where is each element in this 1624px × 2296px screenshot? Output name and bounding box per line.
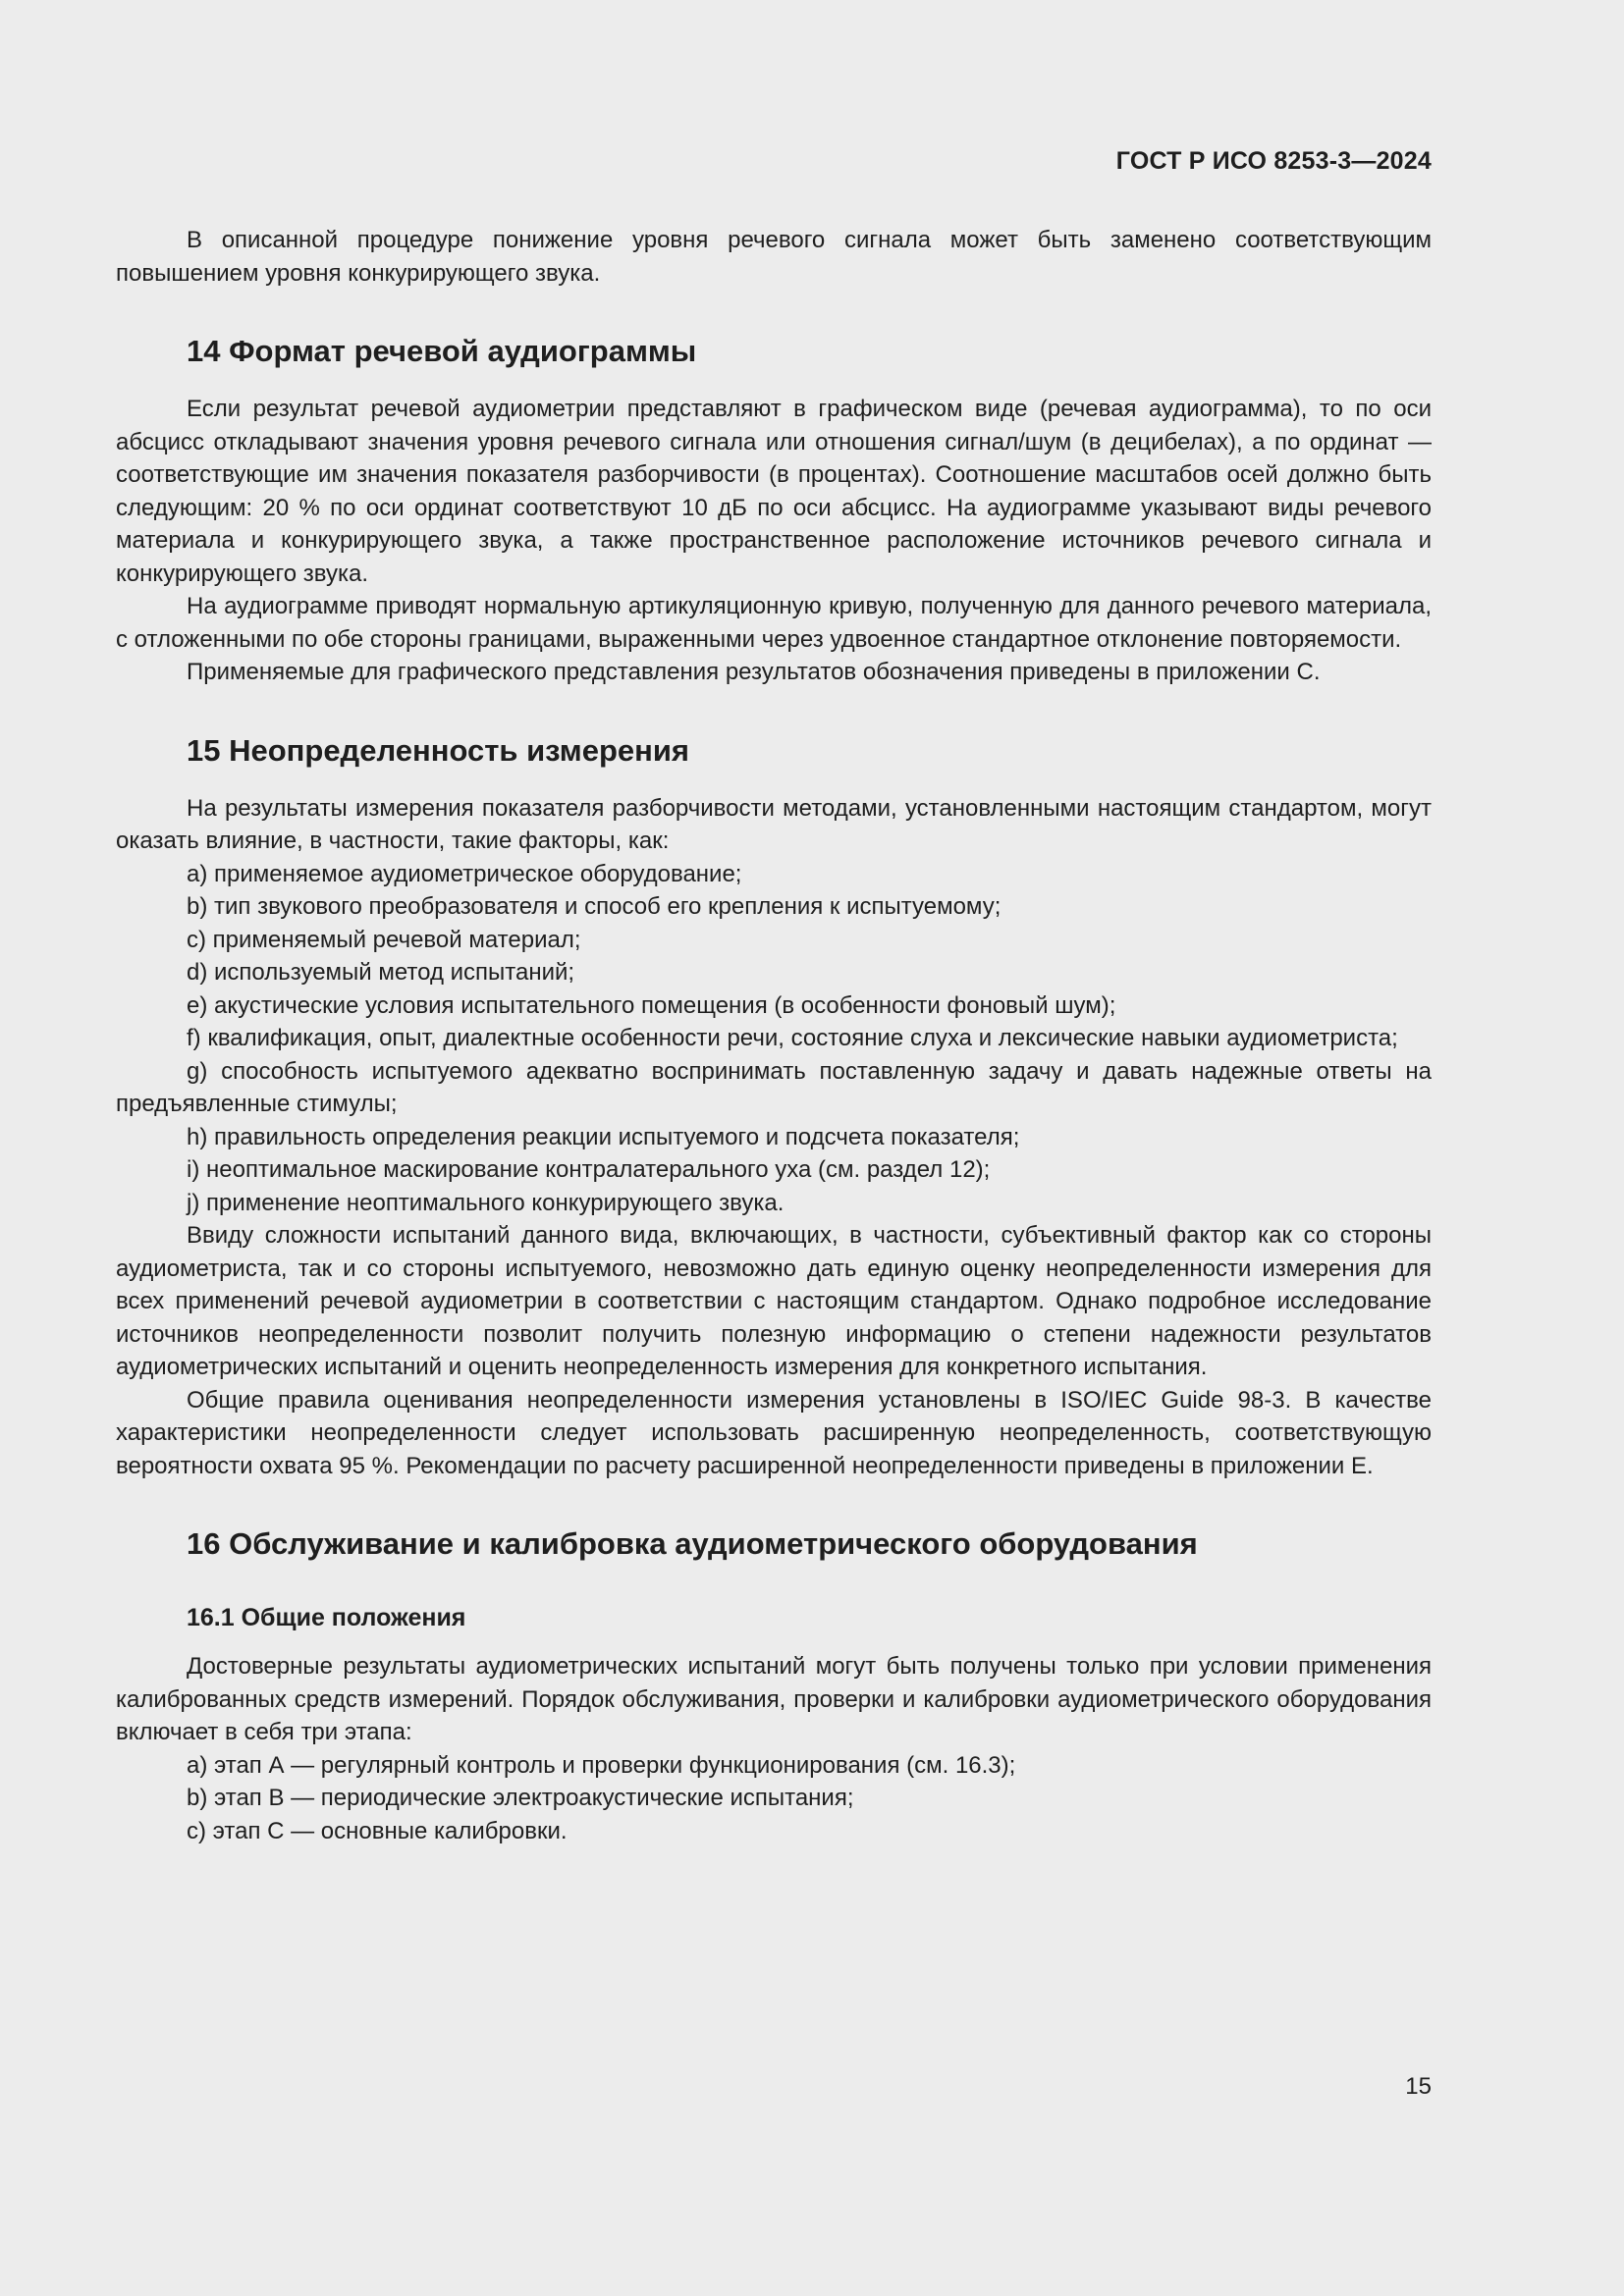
section-16-list-item-c: c) этап С — основные калибровки. [187,1817,568,1844]
page-number: 15 [1405,2073,1432,2100]
section-14-paragraph-1: Если результат речевой аудиометрии представляют в графическом виде (речевая аудиограмма), то по оси абсцисс откладывают значения уровня речевого сигнала или отношения сигнал/шум (в децибелах), а по ординат — соответствующие им значения показателя разборчивости (в процентах). Соотношение масштабов осей должно быть следующим: 20 % по оси ординат соответствуют 10 дБ по оси абсцисс. На аудиограмме указывают виды речевого материала и конкурирующего звука, а также пространственное расположение источников речевого сигнала и конкурирующего звука. [116,396,1432,587]
section-16-list-item-b: b) этап В — периодические электроакустические испытания; [187,1785,854,1811]
section-15-list-item-j: j) применение неоптимального конкурирующего звука. [187,1189,785,1216]
section-14-paragraph-2: На аудиограмме приводят нормальную артикуляционную кривую, полученную для данного речевого материала, с отложенными по обе стороны границами, выраженными через удвоенное стандартное отклонение повторяемости. [116,593,1432,653]
document-page [116,0,1432,2296]
section-15-list-item-h: h) правильность определения реакции испытуемого и подсчета показателя; [187,1123,1020,1150]
subsection-16-1-title: 16.1 Общие положения [187,1604,466,1631]
section-14-paragraph-3: Применяемые для графического представления результатов обозначения приведены в приложении С. [187,659,1321,685]
section-15-paragraph-3: Общие правила оценивания неопределенности измерения установлены в ISO/IEC Guide 98-3. В качестве характеристики неопределенности следует использовать расширенную неопределенность, соответствующую вероятности охвата 95 %. Рекомендации по расчету расширенной неопределенности приведены в приложении Е. [116,1386,1432,1479]
section-15-list-item-a: a) применяемое аудиометрическое оборудование; [187,860,742,887]
section-15-list-item-g: g) способность испытуемого адекватно воспринимать поставленную задачу и давать надежные ответы на предъявленные стимулы; [116,1057,1432,1117]
section-15-list-item-b: b) тип звукового преобразователя и способ его крепления к испытуемому; [187,893,1001,920]
section-15-list-item-d: d) используемый метод испытаний; [187,959,575,986]
section-15-list-item-f: f) квалификация, опыт, диалектные особенности речи, состояние слуха и лексические навыки аудиометриста; [187,1025,1398,1051]
section-15-paragraph-2: Ввиду сложности испытаний данного вида, включающих, в частности, субъективный фактор как со стороны аудиометриста, так и со стороны испытуемого, невозможно дать единую оценку неопределенности измерения для всех применений речевой аудиометрии в соответствии с настоящим стандартом. Однако подробное исследование источников неопределенности позволит получить полезную информацию о степени надежности результатов аудиометрических испытаний и оценить неопределенность измерения для конкретного испытания. [116,1222,1432,1380]
document-header-id: ГОСТ Р ИСО 8253-3—2024 [1115,147,1432,175]
section-14-title: 14 Формат речевой аудиограммы [187,334,697,368]
section-15-title: 15 Неопределенность измерения [187,732,689,768]
section-15-list-item-i: i) неоптимальное маскирование контралатерального уха (см. раздел 12); [187,1156,991,1183]
section-16-list-item-a: a) этап А — регулярный контроль и проверки функционирования (см. 16.3); [187,1751,1016,1779]
section-16-paragraph-1: Достоверные результаты аудиометрических испытаний могут быть получены только при условии применения калиброванных средств измерений. Порядок обслуживания, проверки и калибровки аудиометрического оборудования включает в себя три этапа: [116,1653,1432,1745]
document-body [116,224,1432,1847]
section-15-paragraph-1: На результаты измерения показателя разборчивости методами, установленными настоящим стандартом, могут оказать влияние, в частности, такие факторы, как: [116,794,1432,854]
intro-paragraph: В описанной процедуре понижение уровня речевого сигнала может быть заменено соответствующим повышением уровня конкурирующего звука. [116,227,1432,287]
section-16-title: 16 Обслуживание и калибровка аудиометрического оборудования [187,1526,1198,1561]
section-15-list-item-c: c) применяемый речевой материал; [187,926,581,953]
section-15-list-item-e: e) акустические условия испытательного помещения (в особенности фоновый шум); [187,991,1116,1019]
